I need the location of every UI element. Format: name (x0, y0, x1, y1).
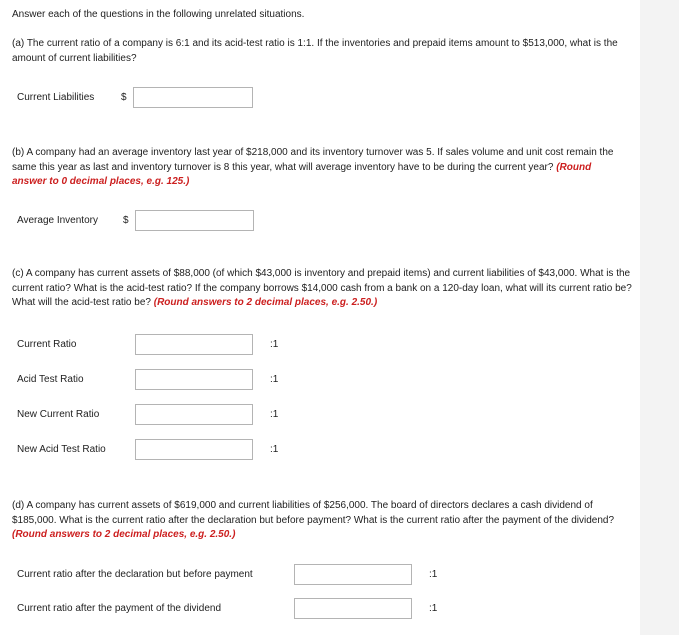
average-inventory-dollar-sign: $ (123, 215, 129, 226)
part-b-rounding-hint: (Round answer to 0 decimal places, e.g. 125.) (12, 161, 592, 188)
ratio-after-declaration-suffix: :1 (429, 569, 438, 580)
current-ratio-suffix: :1 (270, 339, 279, 350)
instructions: Answer each of the questions in the following unrelated situations. (12, 9, 305, 20)
average-inventory-label: Average Inventory (17, 215, 98, 226)
acid-test-ratio-input[interactable] (135, 369, 253, 390)
current-liabilities-dollar-sign: $ (121, 92, 127, 103)
part-a-question (12, 37, 628, 66)
new-acid-test-ratio-suffix: :1 (270, 444, 279, 455)
part-c-question (12, 267, 634, 311)
part-c-rounding-hint: (Round answers to 2 decimal places, e.g. 2.50.) (153, 297, 378, 309)
new-current-ratio-label: New Current Ratio (17, 409, 100, 420)
new-acid-test-ratio-label: New Acid Test Ratio (17, 444, 106, 455)
new-current-ratio-input[interactable] (135, 404, 253, 425)
part-d-question-text: (d) A company has current assets of $619,000 and current liabilities of $256,000. The board of directors declares a cash dividend of $185,000. What is the current ratio after the declaration but before payment? What is the current ratio after the payment of the dividend? (12, 500, 615, 526)
current-liabilities-input[interactable] (133, 87, 253, 108)
current-ratio-label: Current Ratio (17, 339, 77, 350)
acid-test-ratio-suffix: :1 (270, 374, 279, 385)
ratio-after-payment-suffix: :1 (429, 603, 438, 614)
current-liabilities-label: Current Liabilities (17, 92, 95, 103)
part-b-question-text: (b) A company had an average inventory last year of $218,000 and its inventory turnover was 5. If sales volume and unit cost remain the same this year as last and inventory turnover is 8 this year, what will average inventory have to be during the current year? (12, 147, 614, 173)
ratio-after-payment-input[interactable] (294, 598, 412, 619)
part-a-question-text: (a) The current ratio of a company is 6:1 and its acid-test ratio is 1:1. If the inventories and prepaid items amount to $513,000, what is the amount of current liabilities? (12, 38, 618, 64)
new-acid-test-ratio-input[interactable] (135, 439, 253, 460)
ratio-after-payment-label: Current ratio after the payment of the dividend (17, 603, 222, 614)
current-ratio-input[interactable] (135, 334, 253, 355)
new-current-ratio-suffix: :1 (270, 409, 279, 420)
ratio-after-declaration-label: Current ratio after the declaration but before payment (17, 569, 253, 580)
part-c-question-text: (c) A company has current assets of $88,000 (of which $43,000 is inventory and prepaid items) and current liabilities of $43,000. What is the current ratio? What is the acid-test ratio? If the company borrows $14,000 cash from a bank on a 120-day loan, what will its current ratio be? What will the acid-test ratio be? (12, 268, 632, 309)
part-d-question (12, 499, 628, 543)
part-d-rounding-hint: (Round answers to 2 decimal places, e.g. 2.50.) (12, 529, 236, 541)
ratio-after-declaration-input[interactable] (294, 564, 412, 585)
average-inventory-input[interactable] (135, 210, 254, 231)
acid-test-ratio-label: Acid Test Ratio (17, 374, 84, 385)
part-b-question (12, 146, 628, 190)
